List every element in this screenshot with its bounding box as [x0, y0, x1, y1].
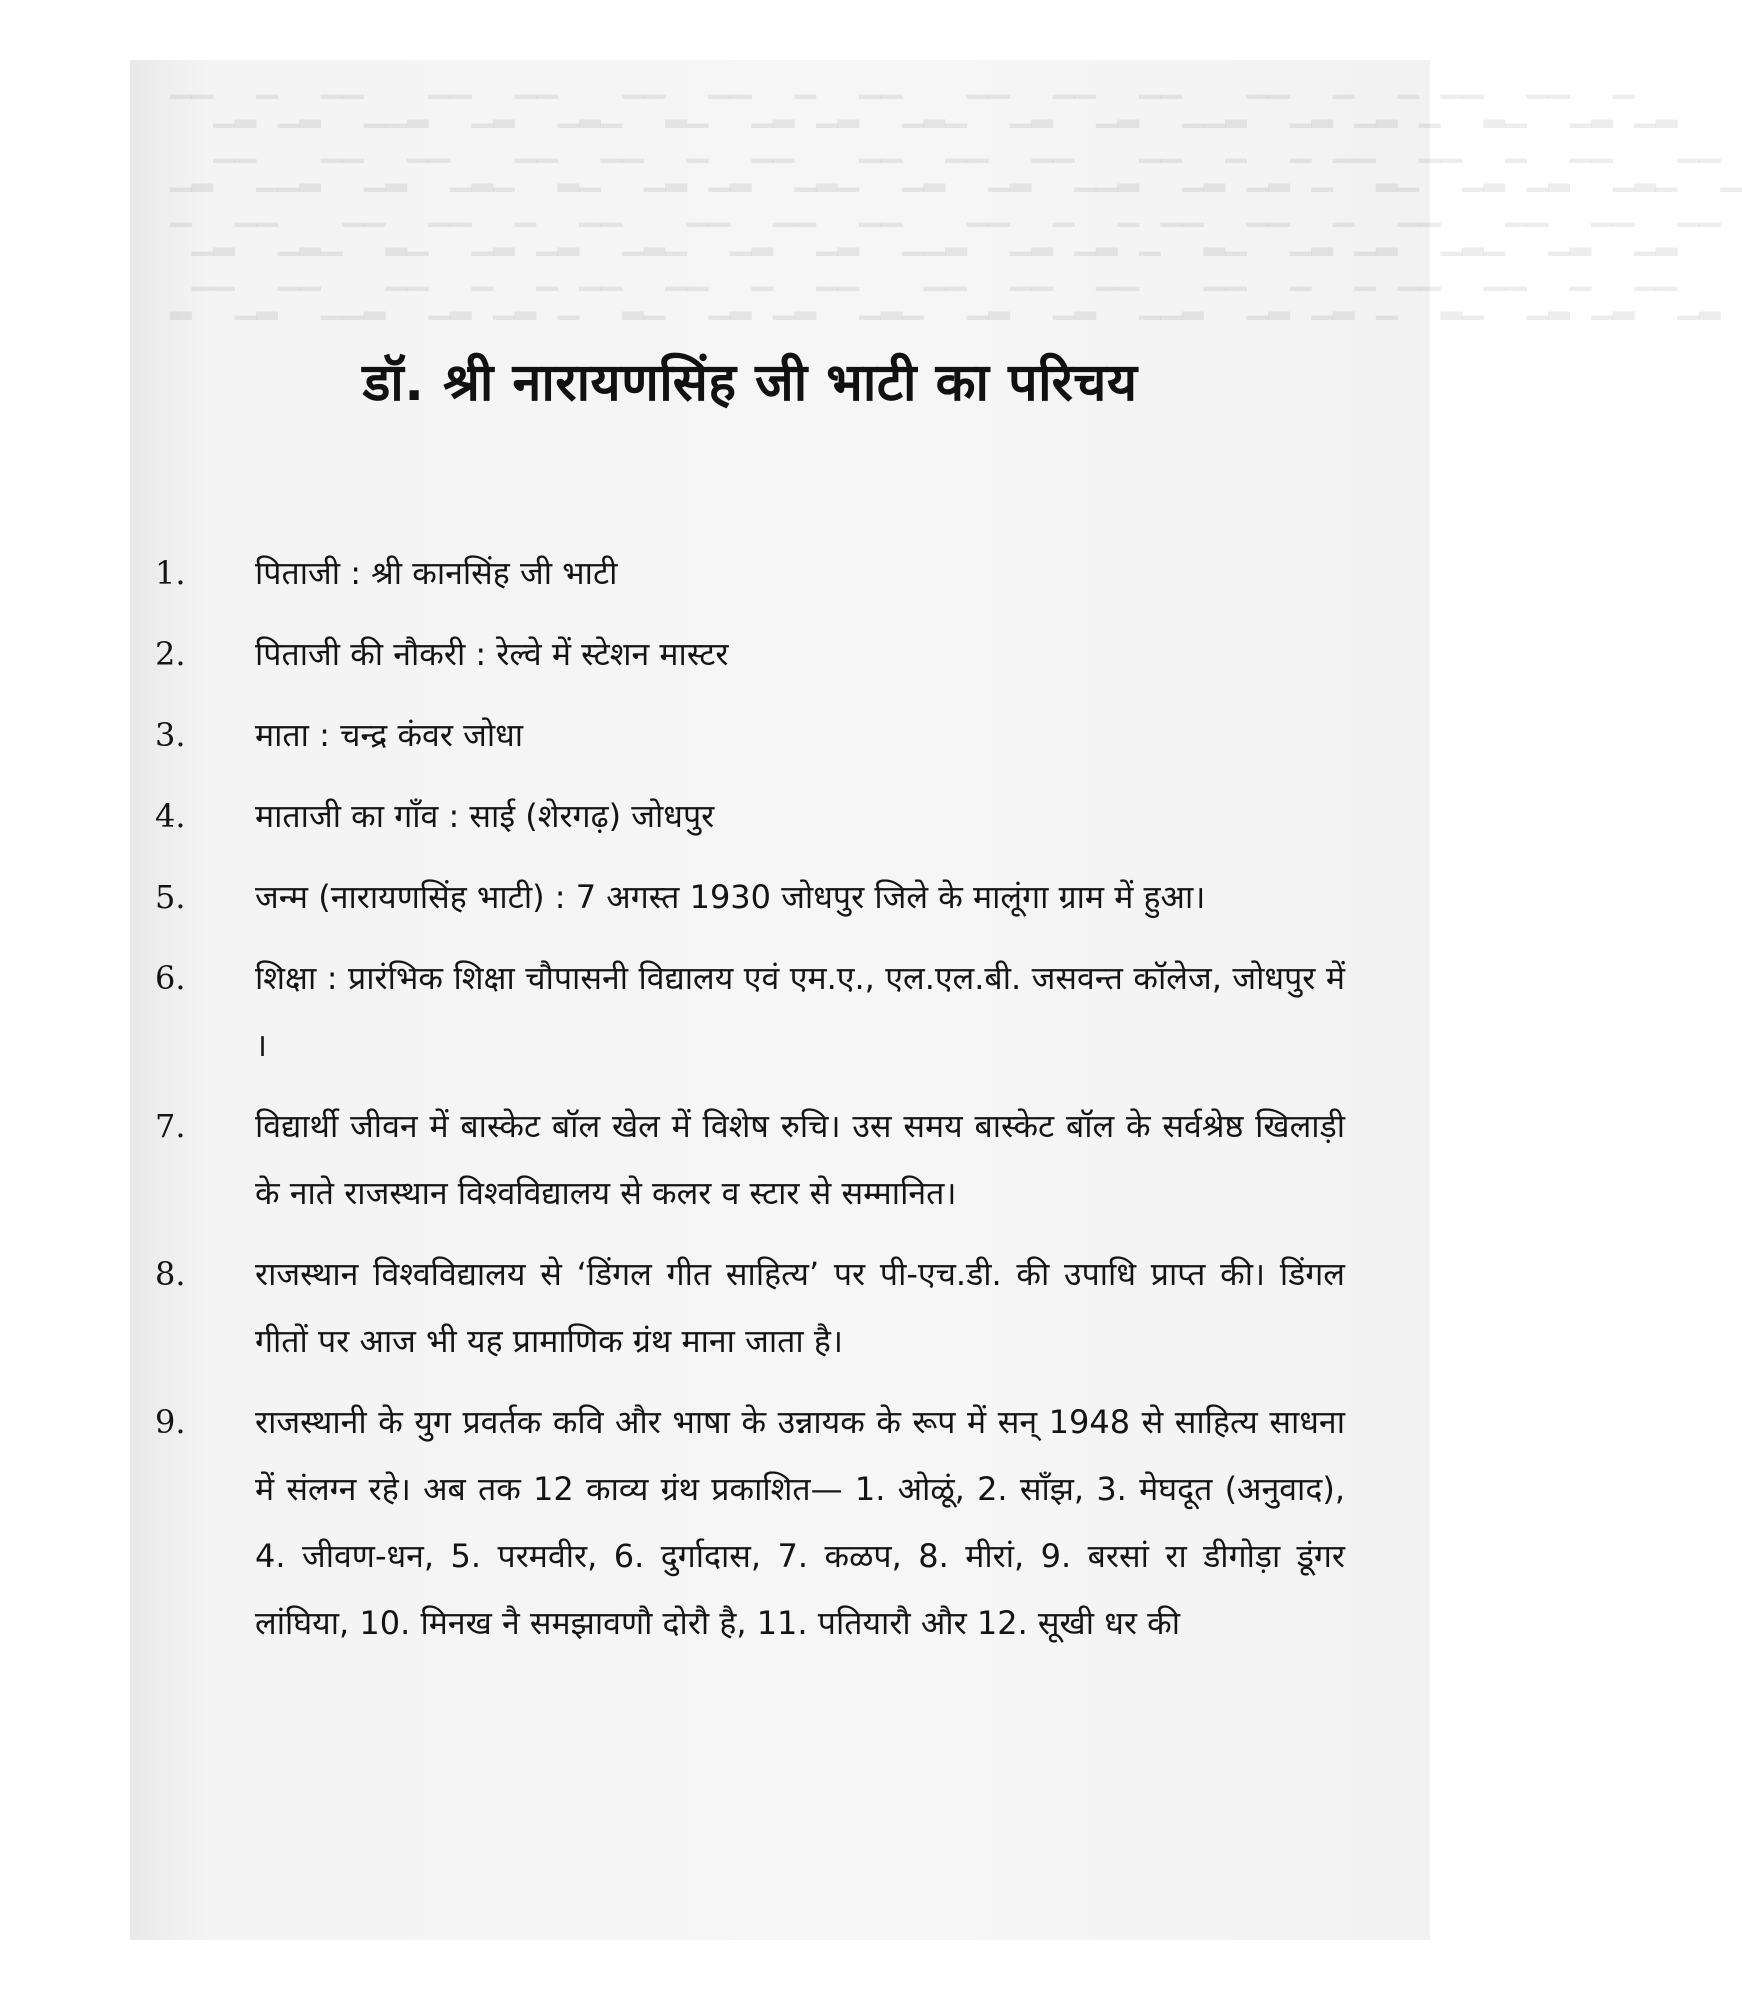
- item-number: 8.: [155, 1255, 186, 1293]
- item-text: शिक्षा : प्रारंभिक शिक्षा चौपासनी विद्यालय एवं एम.ए., एल.एल.बी. जसवन्त कॉलेज, जोधपुर में ।: [255, 959, 1345, 1064]
- item-text: माता : चन्द्र कंवर जोधा: [255, 716, 524, 754]
- list-item: [155, 1093, 1345, 1227]
- biography-list: [155, 540, 1345, 1671]
- item-text: पिताजी : श्री कानसिंह जी भाटी: [255, 554, 618, 592]
- list-item: [155, 864, 1345, 931]
- list-item: [155, 540, 1345, 607]
- item-text: राजस्थान विश्वविद्यालय से ‘डिंगल गीत साहित्य’ पर पी-एच.डी. की उपाधि प्राप्त की। डिंगल गीतों पर आज भी यह प्रामाणिक ग्रंथ माना जाता है।: [255, 1255, 1345, 1360]
- item-number: 6.: [155, 959, 186, 997]
- list-item: [155, 1241, 1345, 1375]
- item-number: 2.: [155, 635, 186, 673]
- item-text: जन्म (नारायणसिंह भाटी) : 7 अगस्त 1930 जोधपुर जिले के मालूंगा ग्राम में हुआ।: [255, 878, 1206, 916]
- list-item: [155, 621, 1345, 688]
- item-number: 3.: [155, 716, 186, 754]
- item-text: पिताजी की नौकरी : रेल्वे में स्टेशन मास्टर: [255, 635, 729, 673]
- item-number: 5.: [155, 878, 186, 916]
- item-text: विद्यार्थी जीवन में बास्केट बॉल खेल में विशेष रुचि। उस समय बास्केट बॉल के सर्वश्रेष्ठ खिलाड़ी के नाते राजस्थान विश्वविद्यालय से कलर व स्टार से सम्मानित।: [255, 1107, 1345, 1212]
- item-number: 7.: [155, 1107, 186, 1145]
- item-number: 9.: [155, 1403, 186, 1441]
- item-text: राजस्थानी के युग प्रवर्तक कवि और भाषा के उन्नायक के रूप में सन् 1948 से साहित्य साधना में संलग्न रहे। अब तक 12 काव्य ग्रंथ प्रकाशित— 1. ओळूं, 2. साँझ, 3. मेघदूत (अनुवाद), 4. जीवण-धन, 5. परमवीर, 6. दुर्गादास, 7. कळप, 8. मीरां, 9. बरसां रा डीगोड़ा डूंगर लांघिया, 10. मिनख नै समझावणौ दोरौ है, 11. पतियारौ और 12. सूखी धर की: [255, 1403, 1345, 1642]
- list-item: [155, 945, 1345, 1079]
- list-item: [155, 702, 1345, 769]
- list-item: [155, 783, 1345, 850]
- list-item: [155, 1389, 1345, 1657]
- item-text: माताजी का गाँव : साई (शेरगढ़) जोधपुर: [255, 797, 715, 835]
- page-title: डॉ. श्री नारायणसिंह जी भाटी का परिचय: [362, 353, 1138, 413]
- show-through-texture: ▔▔▁▂▔▁▂▔▔▁▁▂▔▔▁▂▔▔▁▂▁▔▔▂▁▔▔▁▂▔▁▂▔▔▁▂▁▔▔▁▂▔▔▁▂▔▔▁▁▂▔▔▁▂▔▁▂▔▁▔▔▂▁▔▔▁▂▔▁▂ ▁▂▔▔▁▁▂▔▔▁▂▔▔▁▂▁▔▔▂▁▔▔▁▂▔▁▂▔▔▁▂▁▔▔▁▂▔▔▁▂▔▔▁▁▂▔▔▁▂▔▁▂▔▁▔▔▂▁▔▔▁▂▔▁▂▔▔▁▂▁▔▔▁ ▔▁▂▔▔▁▂▁▔▔▂▁▔▔▁▂▔▁▂▔▔▁▂▁▔▔▁▂▔▔▁▂▔▔▁▁▂▔▔▁▂▔▁▂▔▁▔▔▂▁▔▔▁▂▔▁▂▔▔▁▂▁▔▔▁▂▔▔▁▂▔▔ ▂▔▔▁▂▔▔▁▁▂▔▔▁▂▔▁▂▔▁▔▔▂▁▔▔▁▂▔▁▂▔▔▁▂▁▔▔▁▂▔▔▁▂▔▔▁▁▂▔▔▁▂▔▁▂▔▁▔▔▂▁▔▔▁▂▔▁▂▔▔▁▂: [170, 95, 1742, 320]
- item-number: 4.: [155, 797, 186, 835]
- item-number: 1.: [155, 554, 186, 592]
